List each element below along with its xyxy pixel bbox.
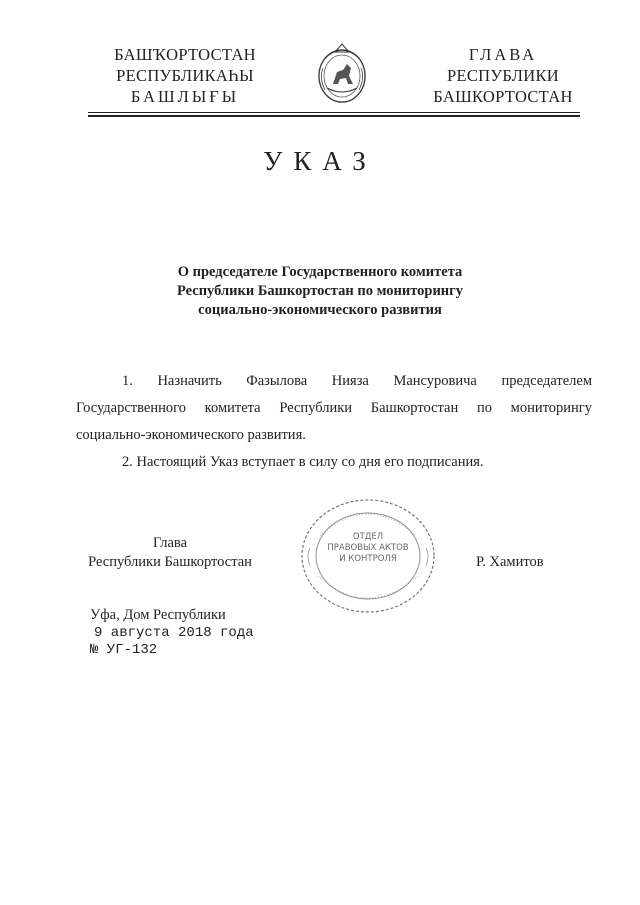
paragraph-2: 2. Настоящий Указ вступает в силу со дня его подписания. <box>122 454 484 470</box>
header-right-block <box>418 44 588 107</box>
stamp-text <box>298 532 438 565</box>
header-left-line-1: БАШҠОРТОСТАН <box>114 45 256 64</box>
issue-place: Уфа, Дом Республики <box>90 607 226 623</box>
subject-line-1: О председателе Государственного комитета <box>177 264 463 280</box>
paragraph-1-line-2: Государственного комитета Республики Башкортостан по мониторингу <box>76 400 592 416</box>
body-text <box>76 368 592 476</box>
header-left-line-2: РЕСПУБЛИКАҺЫ <box>116 66 254 85</box>
header-left-line-3: БАШЛЫҒЫ <box>130 87 240 106</box>
stamp-line-2: ПРАВОВЫХ АКТОВ <box>327 543 409 553</box>
signature-position <box>80 534 260 572</box>
header-rule-thin <box>88 112 580 113</box>
signature-position-line-2: Республики Башкортостан <box>88 554 252 570</box>
header-rule-thick <box>88 115 580 117</box>
paragraph-1-line-1: 1. Назначить Фазылова Нияза Мансуровича председателем <box>122 373 592 389</box>
issue-date: 9 августа 2018 года <box>94 625 254 641</box>
header-right-line-1: ГЛАВА <box>468 45 538 64</box>
stamp-line-3: И КОНТРОЛЯ <box>339 554 397 564</box>
header-left-block <box>100 44 270 107</box>
document-title: УКАЗ <box>263 146 377 176</box>
subject-line-3: социально-экономического развития <box>198 302 442 318</box>
issue-details <box>90 606 254 659</box>
paragraph-1-line-3: социально-экономического развития. <box>76 427 306 443</box>
decree-number: № УГ-132 <box>90 642 158 658</box>
header-right-line-3: БАШКОРТОСТАН <box>433 87 573 106</box>
signature-position-line-1: Глава <box>152 535 188 551</box>
document-subject <box>120 263 520 320</box>
official-stamp <box>298 496 438 616</box>
header-right-line-2: РЕСПУБЛИКИ <box>447 66 559 85</box>
signatory-name: Р. Хамитов <box>476 554 544 570</box>
stamp-line-1: ОТДЕЛ <box>352 532 384 542</box>
subject-line-2: Республики Башкортостан по мониторингу <box>176 283 463 299</box>
bashkortostan-coat-of-arms-icon <box>313 38 371 106</box>
